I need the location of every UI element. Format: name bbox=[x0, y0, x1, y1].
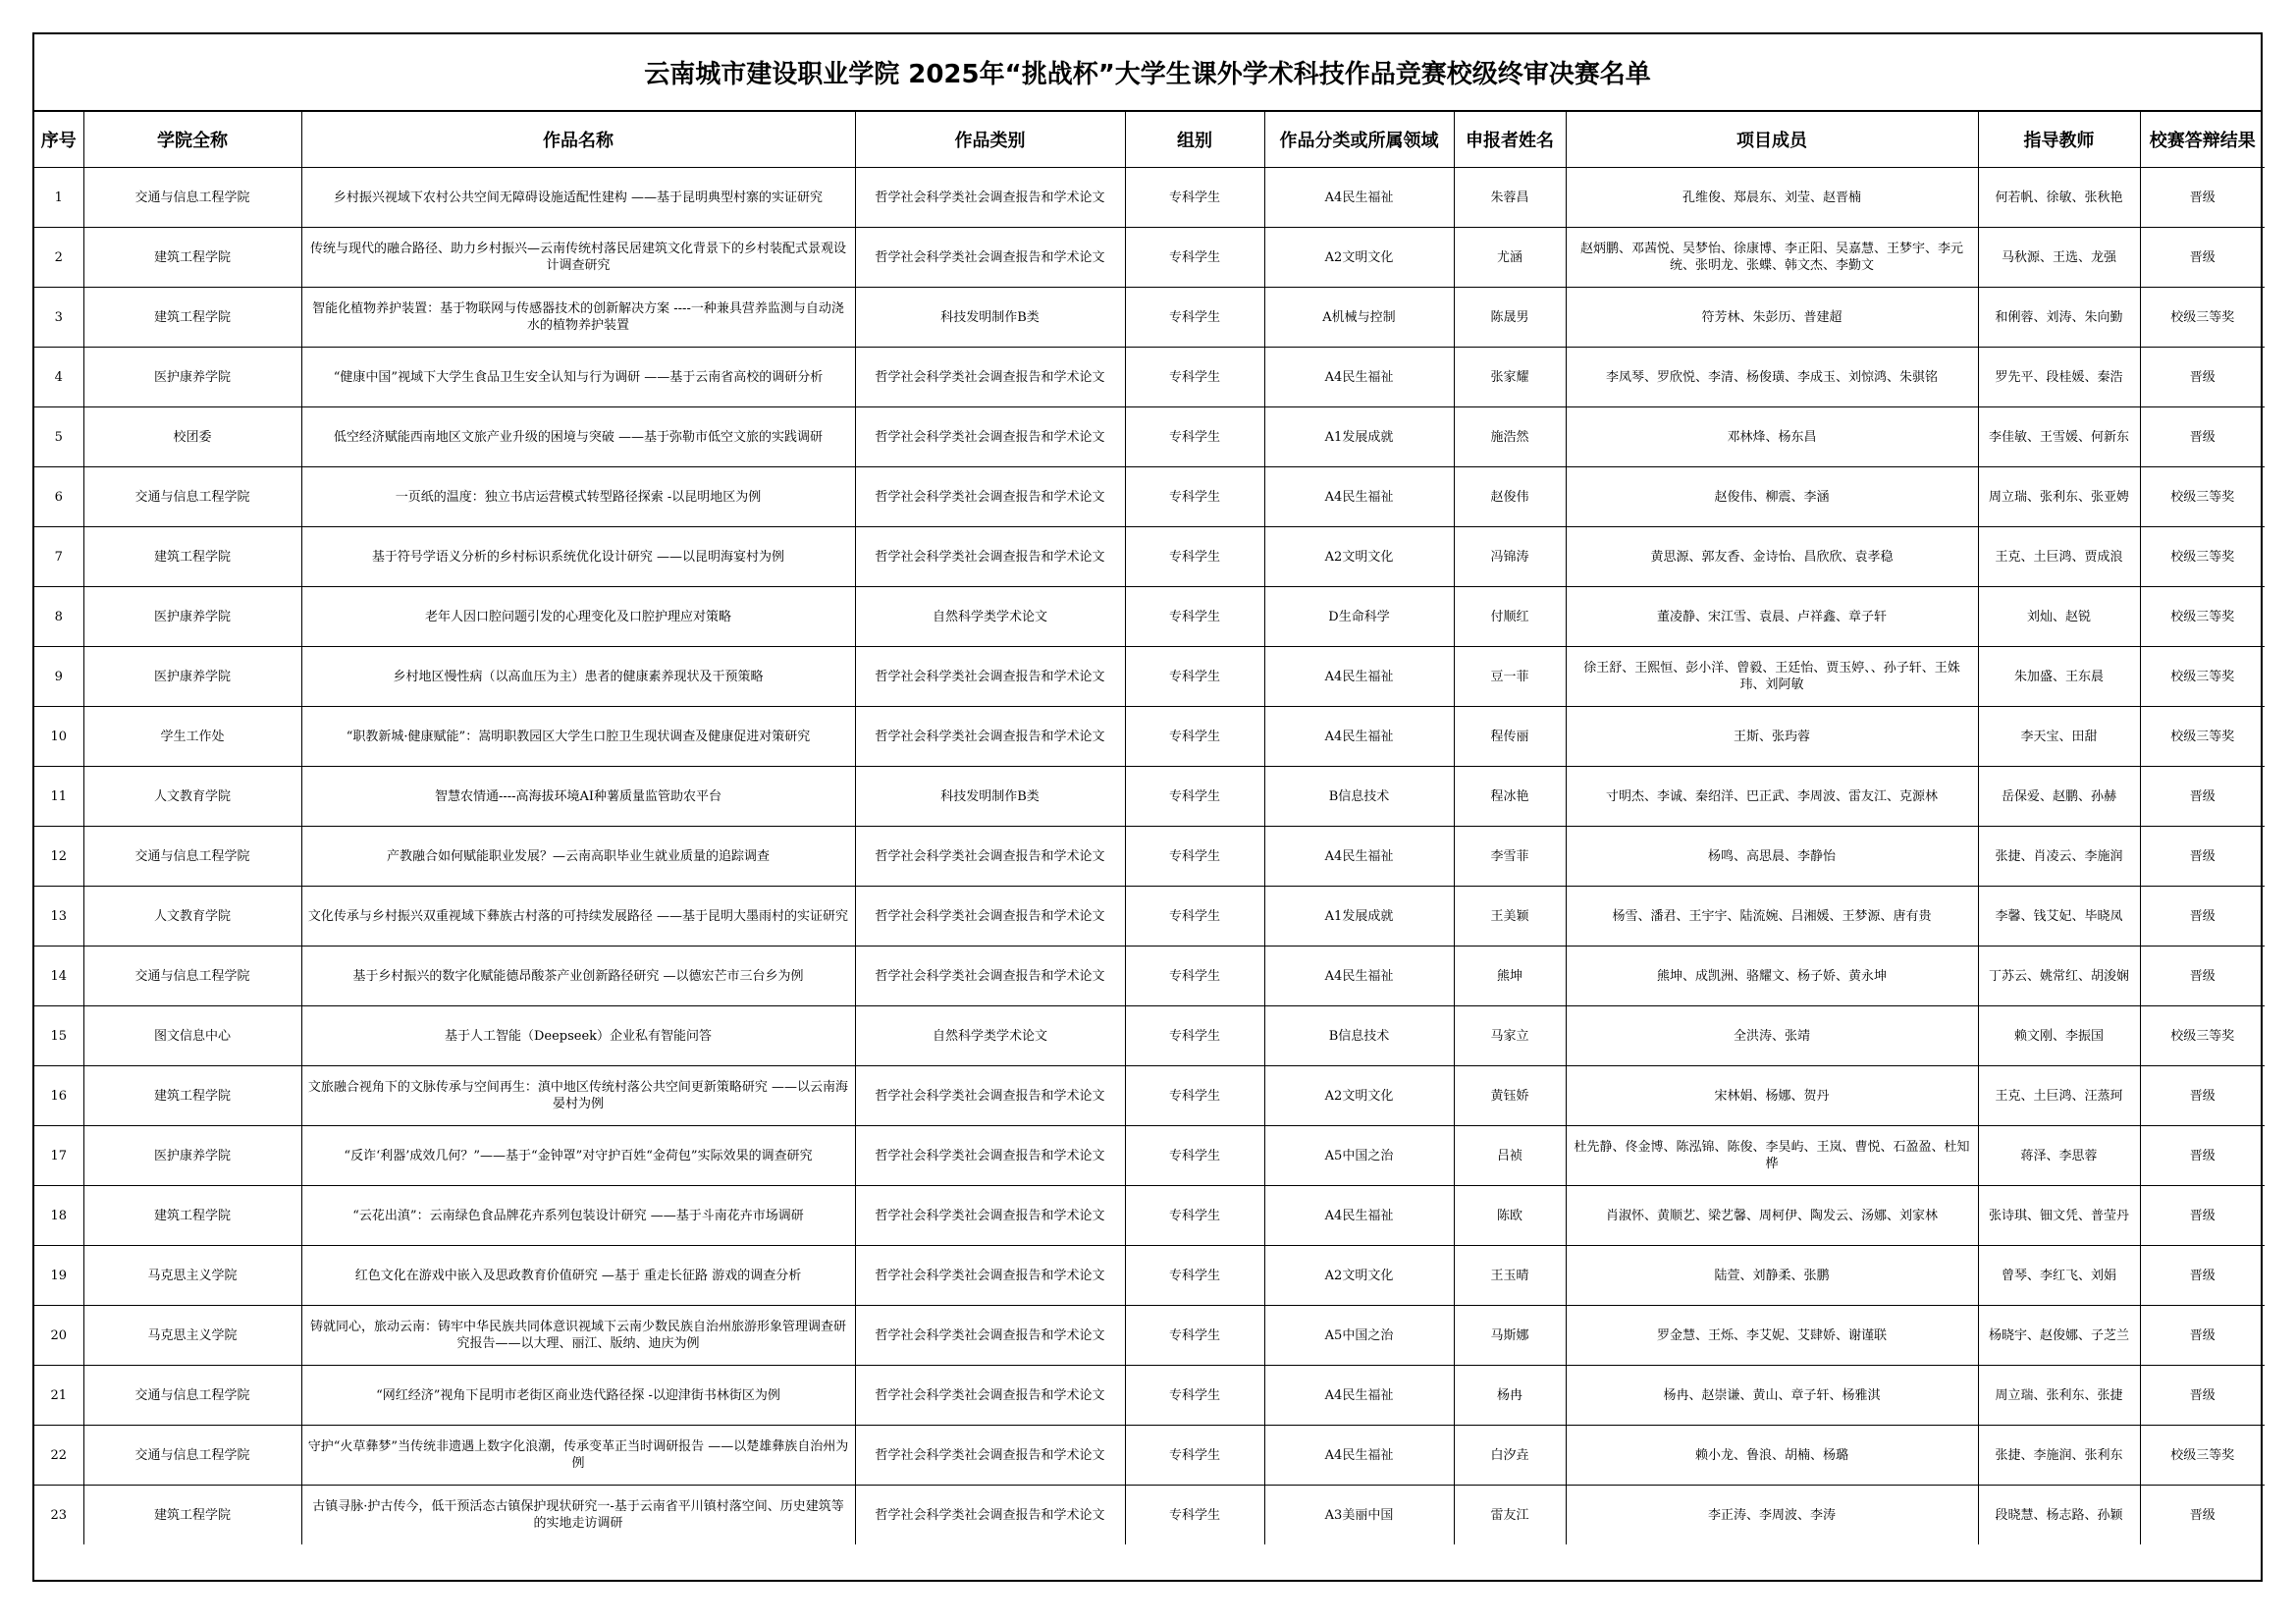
cell-index: 13 bbox=[34, 887, 83, 947]
cell-result: 校级三等奖 bbox=[2140, 467, 2265, 527]
cell-college: 建筑工程学院 bbox=[83, 228, 301, 288]
cell-group: 专科学生 bbox=[1125, 1006, 1264, 1066]
cell-field: A4民生福祉 bbox=[1264, 947, 1454, 1006]
cell-group: 专科学生 bbox=[1125, 1246, 1264, 1306]
cell-field: A5中国之治 bbox=[1264, 1306, 1454, 1366]
cell-work-category: 哲学社会科学类社会调查报告和学术论文 bbox=[855, 348, 1125, 407]
cell-result: 校级三等奖 bbox=[2140, 527, 2265, 587]
cell-members: 杨雪、潘君、王宇宇、陆流婉、吕湘媛、王梦源、唐有贵 bbox=[1566, 887, 1978, 947]
cell-applicant: 赵俊伟 bbox=[1454, 467, 1566, 527]
table-row bbox=[34, 1306, 2265, 1366]
cell-result: 晋级 bbox=[2140, 1306, 2265, 1366]
cell-result: 校级三等奖 bbox=[2140, 587, 2265, 647]
cell-result: 校级三等奖 bbox=[2140, 647, 2265, 707]
cell-work-name: 基于人工智能（Deepseek）企业私有智能问答 bbox=[301, 1006, 855, 1066]
cell-advisors: 蒋泽、李思蓉 bbox=[1978, 1126, 2140, 1186]
table-row bbox=[34, 288, 2265, 348]
cell-applicant: 陈欧 bbox=[1454, 1186, 1566, 1246]
cell-index: 16 bbox=[34, 1066, 83, 1126]
cell-field: A3美丽中国 bbox=[1264, 1486, 1454, 1545]
cell-result: 晋级 bbox=[2140, 887, 2265, 947]
cell-college: 交通与信息工程学院 bbox=[83, 947, 301, 1006]
header-cell-advisors: 指导教师 bbox=[1978, 112, 2140, 168]
cell-work-category: 哲学社会科学类社会调查报告和学术论文 bbox=[855, 228, 1125, 288]
cell-field: A4民生福祉 bbox=[1264, 827, 1454, 887]
cell-advisors: 张捷、肖凌云、李施润 bbox=[1978, 827, 2140, 887]
results-table bbox=[34, 112, 2265, 1544]
cell-members: 宋林娟、杨娜、贺丹 bbox=[1566, 1066, 1978, 1126]
cell-work-category: 哲学社会科学类社会调查报告和学术论文 bbox=[855, 527, 1125, 587]
cell-applicant: 程冰艳 bbox=[1454, 767, 1566, 827]
cell-applicant: 马家立 bbox=[1454, 1006, 1566, 1066]
cell-advisors: 张捷、李施润、张利东 bbox=[1978, 1426, 2140, 1486]
cell-advisors: 王克、土巨鸿、汪蒸珂 bbox=[1978, 1066, 2140, 1126]
header-cell-work-category: 作品类别 bbox=[855, 112, 1125, 168]
cell-field: A4民生福祉 bbox=[1264, 1426, 1454, 1486]
cell-work-category: 哲学社会科学类社会调查报告和学术论文 bbox=[855, 887, 1125, 947]
cell-advisors: 罗先平、段桂媛、秦浩 bbox=[1978, 348, 2140, 407]
cell-work-category: 科技发明制作B类 bbox=[855, 767, 1125, 827]
cell-field: B信息技术 bbox=[1264, 767, 1454, 827]
cell-field: A4民生福祉 bbox=[1264, 1186, 1454, 1246]
cell-index: 7 bbox=[34, 527, 83, 587]
cell-index: 4 bbox=[34, 348, 83, 407]
cell-group: 专科学生 bbox=[1125, 1306, 1264, 1366]
cell-work-name: “反诈‘利器’成效几何？”——基于“金钟罩”对守护百姓“金荷包”实际效果的调查研究 bbox=[301, 1126, 855, 1186]
table-row bbox=[34, 467, 2265, 527]
cell-members: 符芳林、朱彭历、普建超 bbox=[1566, 288, 1978, 348]
table-row bbox=[34, 707, 2265, 767]
cell-field: A4民生福祉 bbox=[1264, 707, 1454, 767]
cell-work-category: 自然科学类学术论文 bbox=[855, 1006, 1125, 1066]
page-title: 云南城市建设职业学院 2025年“挑战杯”大学生课外学术科技作品竞赛校级终审决赛名单 bbox=[34, 34, 2261, 112]
cell-members: 赖小龙、鲁浪、胡楠、杨璐 bbox=[1566, 1426, 1978, 1486]
table-row bbox=[34, 407, 2265, 467]
cell-index: 1 bbox=[34, 168, 83, 228]
cell-work-category: 哲学社会科学类社会调查报告和学术论文 bbox=[855, 168, 1125, 228]
cell-members: 李正涛、李周波、李涛 bbox=[1566, 1486, 1978, 1545]
cell-result: 校级三等奖 bbox=[2140, 707, 2265, 767]
cell-work-name: 铸就同心，旅动云南：铸牢中华民族共同体意识视域下云南少数民族自治州旅游形象管理调查研究报告——以大理、丽江、版纳、迪庆为例 bbox=[301, 1306, 855, 1366]
cell-field: A4民生福祉 bbox=[1264, 647, 1454, 707]
cell-group: 专科学生 bbox=[1125, 1486, 1264, 1545]
cell-group: 专科学生 bbox=[1125, 827, 1264, 887]
cell-advisors: 曾琴、李红飞、刘娟 bbox=[1978, 1246, 2140, 1306]
cell-index: 19 bbox=[34, 1246, 83, 1306]
cell-advisors: 周立瑞、张利东、张亚娉 bbox=[1978, 467, 2140, 527]
cell-members: 陆萱、刘静柔、张鹏 bbox=[1566, 1246, 1978, 1306]
table-row bbox=[34, 1246, 2265, 1306]
cell-field: A1发展成就 bbox=[1264, 887, 1454, 947]
header-cell-work-name: 作品名称 bbox=[301, 112, 855, 168]
cell-index: 12 bbox=[34, 827, 83, 887]
cell-result: 晋级 bbox=[2140, 1366, 2265, 1426]
table-row bbox=[34, 1186, 2265, 1246]
cell-field: B信息技术 bbox=[1264, 1006, 1454, 1066]
results-sheet bbox=[32, 32, 2263, 1582]
cell-index: 14 bbox=[34, 947, 83, 1006]
cell-group: 专科学生 bbox=[1125, 407, 1264, 467]
cell-advisors: 马秋源、王选、龙强 bbox=[1978, 228, 2140, 288]
header-cell-index: 序号 bbox=[34, 112, 83, 168]
cell-advisors: 李佳敏、王雪媛、何新东 bbox=[1978, 407, 2140, 467]
cell-members: 孔维俊、郑晨东、刘莹、赵晋楠 bbox=[1566, 168, 1978, 228]
header-cell-result: 校赛答辩结果 bbox=[2140, 112, 2265, 168]
cell-work-category: 哲学社会科学类社会调查报告和学术论文 bbox=[855, 1426, 1125, 1486]
cell-group: 专科学生 bbox=[1125, 707, 1264, 767]
cell-work-category: 哲学社会科学类社会调查报告和学术论文 bbox=[855, 467, 1125, 527]
table-row bbox=[34, 947, 2265, 1006]
cell-work-name: 基于乡村振兴的数字化赋能德昂酸茶产业创新路径研究 —以德宏芒市三台乡为例 bbox=[301, 947, 855, 1006]
cell-work-name: 守护“火草彝梦”当传统非遗遇上数字化浪潮，传承变革正当时调研报告 ——以楚雄彝族自治州为例 bbox=[301, 1426, 855, 1486]
cell-index: 9 bbox=[34, 647, 83, 707]
cell-college: 医护康养学院 bbox=[83, 348, 301, 407]
cell-members: 杨鸣、高思晨、李静怡 bbox=[1566, 827, 1978, 887]
cell-applicant: 尤涵 bbox=[1454, 228, 1566, 288]
cell-applicant: 雷友江 bbox=[1454, 1486, 1566, 1545]
cell-field: A机械与控制 bbox=[1264, 288, 1454, 348]
cell-work-category: 哲学社会科学类社会调查报告和学术论文 bbox=[855, 647, 1125, 707]
cell-members: 李凤琴、罗欣悦、李清、杨俊璜、李成玉、刘惊鸿、朱骐铭 bbox=[1566, 348, 1978, 407]
cell-work-name: “网红经济”视角下昆明市老街区商业迭代路径探 -以迎津街书林街区为例 bbox=[301, 1366, 855, 1426]
cell-applicant: 付顺红 bbox=[1454, 587, 1566, 647]
cell-members: 寸明杰、李诚、秦绍洋、巴正武、李周波、雷友江、克源林 bbox=[1566, 767, 1978, 827]
cell-work-name: 基于符号学语义分析的乡村标识系统优化设计研究 ——以昆明海宴村为例 bbox=[301, 527, 855, 587]
cell-advisors: 李天宝、田甜 bbox=[1978, 707, 2140, 767]
cell-group: 专科学生 bbox=[1125, 348, 1264, 407]
cell-work-name: “健康中国”视域下大学生食品卫生安全认知与行为调研 ——基于云南省高校的调研分析 bbox=[301, 348, 855, 407]
cell-work-category: 哲学社会科学类社会调查报告和学术论文 bbox=[855, 947, 1125, 1006]
cell-advisors: 赖文刚、李振国 bbox=[1978, 1006, 2140, 1066]
cell-applicant: 张家耀 bbox=[1454, 348, 1566, 407]
cell-group: 专科学生 bbox=[1125, 647, 1264, 707]
cell-members: 赵俊伟、柳震、李涵 bbox=[1566, 467, 1978, 527]
cell-applicant: 杨冉 bbox=[1454, 1366, 1566, 1426]
table-row bbox=[34, 228, 2265, 288]
cell-field: A4民生福祉 bbox=[1264, 1366, 1454, 1426]
cell-work-category: 哲学社会科学类社会调查报告和学术论文 bbox=[855, 1246, 1125, 1306]
cell-field: A2文明文化 bbox=[1264, 527, 1454, 587]
cell-group: 专科学生 bbox=[1125, 887, 1264, 947]
cell-group: 专科学生 bbox=[1125, 288, 1264, 348]
table-row bbox=[34, 1126, 2265, 1186]
cell-applicant: 冯锦涛 bbox=[1454, 527, 1566, 587]
cell-result: 晋级 bbox=[2140, 407, 2265, 467]
cell-work-category: 哲学社会科学类社会调查报告和学术论文 bbox=[855, 1186, 1125, 1246]
table-row bbox=[34, 168, 2265, 228]
cell-college: 医护康养学院 bbox=[83, 587, 301, 647]
cell-work-name: 智能化植物养护装置：基于物联网与传感器技术的创新解决方案 ----一种兼具营养监测与自动浇水的植物养护装置 bbox=[301, 288, 855, 348]
cell-work-category: 哲学社会科学类社会调查报告和学术论文 bbox=[855, 1066, 1125, 1126]
cell-college: 建筑工程学院 bbox=[83, 288, 301, 348]
cell-college: 医护康养学院 bbox=[83, 647, 301, 707]
cell-work-name: 古镇寻脉·护古传今，低干预活态古镇保护现状研究一-基于云南省平川镇村落空间、历史建筑等的实地走访调研 bbox=[301, 1486, 855, 1545]
cell-group: 专科学生 bbox=[1125, 767, 1264, 827]
cell-advisors: 段晓慧、杨志路、孙颖 bbox=[1978, 1486, 2140, 1545]
cell-field: A5中国之治 bbox=[1264, 1126, 1454, 1186]
table-row bbox=[34, 647, 2265, 707]
cell-result: 晋级 bbox=[2140, 1246, 2265, 1306]
cell-group: 专科学生 bbox=[1125, 228, 1264, 288]
table-row bbox=[34, 348, 2265, 407]
cell-index: 10 bbox=[34, 707, 83, 767]
cell-index: 22 bbox=[34, 1426, 83, 1486]
cell-index: 18 bbox=[34, 1186, 83, 1246]
cell-college: 马克思主义学院 bbox=[83, 1246, 301, 1306]
cell-college: 学生工作处 bbox=[83, 707, 301, 767]
cell-advisors: 杨晓宇、赵俊娜、子芝兰 bbox=[1978, 1306, 2140, 1366]
cell-members: 黄思源、郭友香、金诗怡、昌欣欣、袁孝稳 bbox=[1566, 527, 1978, 587]
cell-index: 5 bbox=[34, 407, 83, 467]
cell-group: 专科学生 bbox=[1125, 467, 1264, 527]
cell-work-name: “职教新城·健康赋能”：嵩明职教园区大学生口腔卫生现状调查及健康促进对策研究 bbox=[301, 707, 855, 767]
cell-field: D生命科学 bbox=[1264, 587, 1454, 647]
cell-result: 校级三等奖 bbox=[2140, 288, 2265, 348]
cell-members: 徐王舒、王熙恒、彭小洋、曾毅、王廷怡、贾玉婷、、孙子轩、王姝玮、刘阿敏 bbox=[1566, 647, 1978, 707]
cell-group: 专科学生 bbox=[1125, 1126, 1264, 1186]
cell-index: 20 bbox=[34, 1306, 83, 1366]
cell-work-category: 哲学社会科学类社会调查报告和学术论文 bbox=[855, 1126, 1125, 1186]
cell-work-name: 乡村地区慢性病（以高血压为主）患者的健康素养现状及干预策略 bbox=[301, 647, 855, 707]
cell-result: 晋级 bbox=[2140, 767, 2265, 827]
cell-work-name: 文化传承与乡村振兴双重视域下彝族古村落的可持续发展路径 ——基于昆明大墨雨村的实证研究 bbox=[301, 887, 855, 947]
cell-index: 15 bbox=[34, 1006, 83, 1066]
header-cell-applicant: 申报者姓名 bbox=[1454, 112, 1566, 168]
cell-index: 6 bbox=[34, 467, 83, 527]
cell-result: 晋级 bbox=[2140, 947, 2265, 1006]
cell-college: 交通与信息工程学院 bbox=[83, 827, 301, 887]
table-row bbox=[34, 1426, 2265, 1486]
table-row bbox=[34, 1486, 2265, 1545]
cell-work-name: 低空经济赋能西南地区文旅产业升级的困境与突破 ——基于弥勒市低空文旅的实践调研 bbox=[301, 407, 855, 467]
cell-members: 王斯、张玙蓉 bbox=[1566, 707, 1978, 767]
cell-advisors: 周立瑞、张利东、张捷 bbox=[1978, 1366, 2140, 1426]
table-row bbox=[34, 827, 2265, 887]
cell-field: A2文明文化 bbox=[1264, 1066, 1454, 1126]
cell-work-category: 哲学社会科学类社会调查报告和学术论文 bbox=[855, 1486, 1125, 1545]
cell-applicant: 豆一菲 bbox=[1454, 647, 1566, 707]
cell-field: A4民生福祉 bbox=[1264, 168, 1454, 228]
header-cell-college: 学院全称 bbox=[83, 112, 301, 168]
cell-college: 建筑工程学院 bbox=[83, 1066, 301, 1126]
cell-advisors: 何若帆、徐敏、张秋艳 bbox=[1978, 168, 2140, 228]
header-cell-group: 组别 bbox=[1125, 112, 1264, 168]
cell-advisors: 朱加盛、王东晨 bbox=[1978, 647, 2140, 707]
cell-college: 人文教育学院 bbox=[83, 767, 301, 827]
cell-index: 11 bbox=[34, 767, 83, 827]
cell-members: 赵炳鹏、邓茜悦、吴梦怡、徐康博、李正阳、吴嘉慧、王梦宇、李元统、张明龙、张蝶、韩文杰、李勤文 bbox=[1566, 228, 1978, 288]
table-row bbox=[34, 527, 2265, 587]
cell-work-name: “云花出滇”：云南绿色食品牌花卉系列包装设计研究 ——基于斗南花卉市场调研 bbox=[301, 1186, 855, 1246]
cell-work-category: 哲学社会科学类社会调查报告和学术论文 bbox=[855, 707, 1125, 767]
cell-result: 晋级 bbox=[2140, 1486, 2265, 1545]
cell-result: 校级三等奖 bbox=[2140, 1426, 2265, 1486]
cell-college: 马克思主义学院 bbox=[83, 1306, 301, 1366]
cell-work-name: 智慧农情通----高海拔环境AI种薯质量监管助农平台 bbox=[301, 767, 855, 827]
cell-result: 晋级 bbox=[2140, 827, 2265, 887]
cell-applicant: 吕祯 bbox=[1454, 1126, 1566, 1186]
cell-advisors: 王克、土巨鸿、贾成浪 bbox=[1978, 527, 2140, 587]
cell-members: 董凌静、宋江雪、袁晨、卢祥鑫、章子轩 bbox=[1566, 587, 1978, 647]
cell-result: 晋级 bbox=[2140, 1126, 2265, 1186]
cell-index: 23 bbox=[34, 1486, 83, 1545]
cell-applicant: 熊坤 bbox=[1454, 947, 1566, 1006]
cell-applicant: 李雪菲 bbox=[1454, 827, 1566, 887]
cell-applicant: 黄钰娇 bbox=[1454, 1066, 1566, 1126]
cell-work-category: 哲学社会科学类社会调查报告和学术论文 bbox=[855, 827, 1125, 887]
cell-members: 熊坤、成凯洲、骆耀文、杨子娇、黄永坤 bbox=[1566, 947, 1978, 1006]
cell-work-name: 红色文化在游戏中嵌入及思政教育价值研究 —基于 重走长征路 游戏的调查分析 bbox=[301, 1246, 855, 1306]
cell-college: 图文信息中心 bbox=[83, 1006, 301, 1066]
cell-applicant: 王美颖 bbox=[1454, 887, 1566, 947]
cell-members: 杜先静、佟金博、陈泓锦、陈俊、李昊屿、王岚、曹悦、石盈盈、杜知桦 bbox=[1566, 1126, 1978, 1186]
cell-group: 专科学生 bbox=[1125, 527, 1264, 587]
cell-work-name: 老年人因口腔问题引发的心理变化及口腔护理应对策略 bbox=[301, 587, 855, 647]
header-cell-members: 项目成员 bbox=[1566, 112, 1978, 168]
cell-applicant: 陈晟男 bbox=[1454, 288, 1566, 348]
cell-group: 专科学生 bbox=[1125, 947, 1264, 1006]
cell-advisors: 岳保爱、赵鹏、孙赫 bbox=[1978, 767, 2140, 827]
cell-work-category: 自然科学类学术论文 bbox=[855, 587, 1125, 647]
cell-work-name: 一页纸的温度：独立书店运营模式转型路径探索 -以昆明地区为例 bbox=[301, 467, 855, 527]
table-row bbox=[34, 887, 2265, 947]
cell-work-name: 乡村振兴视域下农村公共空间无障碍设施适配性建构 ——基于昆明典型村寨的实证研究 bbox=[301, 168, 855, 228]
cell-applicant: 施浩然 bbox=[1454, 407, 1566, 467]
cell-result: 晋级 bbox=[2140, 168, 2265, 228]
cell-index: 3 bbox=[34, 288, 83, 348]
cell-field: A4民生福祉 bbox=[1264, 348, 1454, 407]
cell-members: 邓林烽、杨东昌 bbox=[1566, 407, 1978, 467]
cell-group: 专科学生 bbox=[1125, 1186, 1264, 1246]
header-cell-field: 作品分类或所属领域 bbox=[1264, 112, 1454, 168]
cell-index: 17 bbox=[34, 1126, 83, 1186]
cell-members: 全洪涛、张靖 bbox=[1566, 1006, 1978, 1066]
cell-result: 晋级 bbox=[2140, 1066, 2265, 1126]
cell-members: 罗金慧、王烁、李艾妮、艾肆娇、谢谨联 bbox=[1566, 1306, 1978, 1366]
cell-college: 交通与信息工程学院 bbox=[83, 467, 301, 527]
cell-advisors: 刘灿、赵锐 bbox=[1978, 587, 2140, 647]
cell-college: 建筑工程学院 bbox=[83, 1186, 301, 1246]
cell-index: 2 bbox=[34, 228, 83, 288]
cell-index: 8 bbox=[34, 587, 83, 647]
cell-members: 杨冉、赵崇谦、黄山、章子轩、杨雅淇 bbox=[1566, 1366, 1978, 1426]
table-row bbox=[34, 1006, 2265, 1066]
table-row bbox=[34, 587, 2265, 647]
cell-applicant: 白汐垚 bbox=[1454, 1426, 1566, 1486]
cell-college: 医护康养学院 bbox=[83, 1126, 301, 1186]
cell-work-name: 文旅融合视角下的文脉传承与空间再生：滇中地区传统村落公共空间更新策略研究 ——以云南海晏村为例 bbox=[301, 1066, 855, 1126]
cell-field: A2文明文化 bbox=[1264, 1246, 1454, 1306]
cell-advisors: 张诗琪、钿文凭、普莹丹 bbox=[1978, 1186, 2140, 1246]
cell-college: 交通与信息工程学院 bbox=[83, 168, 301, 228]
cell-work-name: 传统与现代的融合路径、助力乡村振兴—云南传统村落民居建筑文化背景下的乡村装配式景观设计调查研究 bbox=[301, 228, 855, 288]
cell-work-category: 哲学社会科学类社会调查报告和学术论文 bbox=[855, 1366, 1125, 1426]
cell-advisors: 李馨、钱艾妃、毕晓凤 bbox=[1978, 887, 2140, 947]
cell-work-category: 科技发明制作B类 bbox=[855, 288, 1125, 348]
cell-college: 人文教育学院 bbox=[83, 887, 301, 947]
cell-applicant: 马斯娜 bbox=[1454, 1306, 1566, 1366]
cell-college: 校团委 bbox=[83, 407, 301, 467]
cell-group: 专科学生 bbox=[1125, 587, 1264, 647]
cell-work-category: 哲学社会科学类社会调查报告和学术论文 bbox=[855, 1306, 1125, 1366]
cell-applicant: 程传丽 bbox=[1454, 707, 1566, 767]
cell-group: 专科学生 bbox=[1125, 1426, 1264, 1486]
cell-advisors: 丁苏云、姚常红、胡浚娴 bbox=[1978, 947, 2140, 1006]
cell-result: 晋级 bbox=[2140, 348, 2265, 407]
table-row bbox=[34, 767, 2265, 827]
cell-index: 21 bbox=[34, 1366, 83, 1426]
cell-college: 交通与信息工程学院 bbox=[83, 1366, 301, 1426]
cell-result: 校级三等奖 bbox=[2140, 1006, 2265, 1066]
table-row bbox=[34, 1366, 2265, 1426]
cell-college: 建筑工程学院 bbox=[83, 1486, 301, 1545]
cell-group: 专科学生 bbox=[1125, 1066, 1264, 1126]
cell-result: 晋级 bbox=[2140, 228, 2265, 288]
cell-result: 晋级 bbox=[2140, 1186, 2265, 1246]
cell-field: A4民生福祉 bbox=[1264, 467, 1454, 527]
cell-work-category: 哲学社会科学类社会调查报告和学术论文 bbox=[855, 407, 1125, 467]
cell-members: 肖淑怀、黄顺艺、梁艺馨、周柯伊、陶发云、汤娜、刘家林 bbox=[1566, 1186, 1978, 1246]
cell-field: A2文明文化 bbox=[1264, 228, 1454, 288]
cell-group: 专科学生 bbox=[1125, 168, 1264, 228]
cell-applicant: 朱蓉昌 bbox=[1454, 168, 1566, 228]
cell-field: A1发展成就 bbox=[1264, 407, 1454, 467]
cell-advisors: 和俐蓉、刘涛、朱向勤 bbox=[1978, 288, 2140, 348]
cell-college: 建筑工程学院 bbox=[83, 527, 301, 587]
cell-applicant: 王玉晴 bbox=[1454, 1246, 1566, 1306]
cell-work-name: 产教融合如何赋能职业发展？—云南高职毕业生就业质量的追踪调查 bbox=[301, 827, 855, 887]
table-row bbox=[34, 1066, 2265, 1126]
cell-group: 专科学生 bbox=[1125, 1366, 1264, 1426]
header-row bbox=[34, 112, 2265, 168]
cell-college: 交通与信息工程学院 bbox=[83, 1426, 301, 1486]
